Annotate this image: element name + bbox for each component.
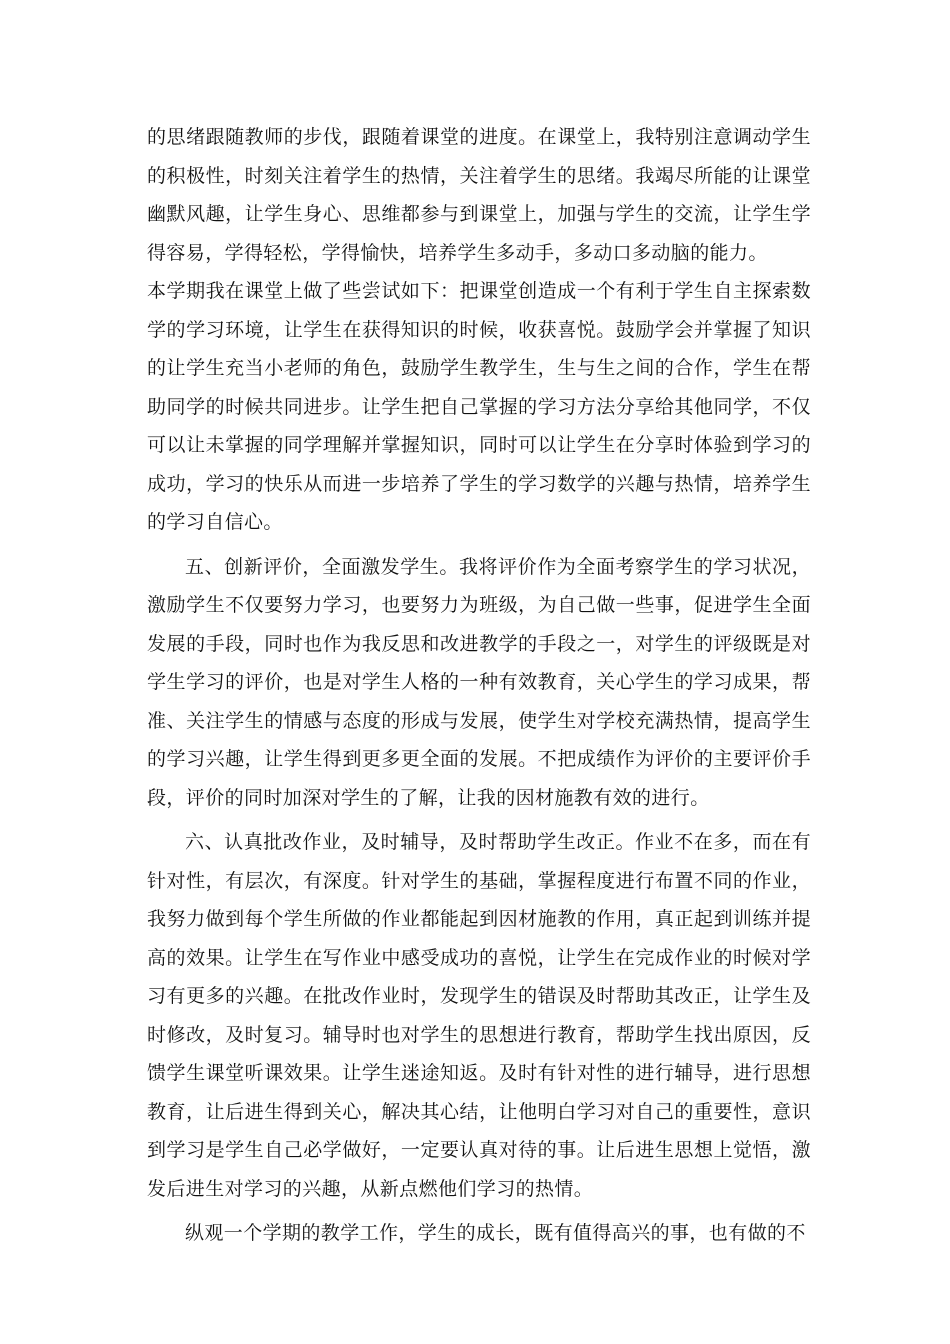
paragraph-classroom-engagement: 的思绪跟随教师的步伐，跟随着课堂的进度。在课堂上，我特别注意调动学生的积极性，时刻关注着学生的热情，关注着学生的思绪。我竭尽所能的让课堂幽默风趣，让学生身心、思维都参与到课堂上，加强与学生的交流，让学生学得容易，学得轻松，学得愉快，培养学生多动手，多动口多动脑的能力。 [147, 126, 811, 264]
paragraph-classroom-attempts: 本学期我在课堂上做了些尝试如下：把课堂创造成一个有利于学生自主探索数学的学习环境，让学生在获得知识的时候，收获喜悦。鼓励学会并掌握了知识的让学生充当小老师的角色，鼓励学生教学生，生与生之间的合作，学生在帮助同学的时候共同进步。让学生把自己掌握的学习方法分享给其他同学，不仅可以让未掌握的同学理解并掌握知识，同时可以让学生在分享时体验到学习的成功，学习的快乐从而进一步培养了学生的学习数学的兴趣与热情，培养学生的学习自信心。 [147, 280, 811, 533]
paragraph-semester-review: 纵观一个学期的教学工作，学生的成长，既有值得高兴的事，也有做的不 [185, 1222, 806, 1244]
paragraph-section-six-homework: 六、认真批改作业，及时辅导，及时帮助学生改正。作业不在多，而在有针对性，有层次，有深度。针对学生的基础，掌握程度进行布置不同的作业，我努力做到每个学生所做的作业都能起到因材施教的作用，真正起到训练并提高的效果。让学生在写作业中感受成功的喜悦，让学生在完成作业的时候对学习有更多的兴趣。在批改作业时，发现学生的错误及时帮助其改正，让学生及时修改，及时复习。辅导时也对学生的思想进行教育，帮助学生找出原因，反馈学生课堂听课效果。让学生迷途知返。及时有针对性的进行辅导，进行思想教育，让后进生得到关心，解决其心结，让他明白学习对自己的重要性，意识到学习是学生自己必学做好，一定要认真对待的事。让后进生思想上觉悟，激发后进生对学习的兴趣，从新点燃他们学习的热情。 [147, 831, 811, 1200]
paragraph-section-five-evaluation: 五、创新评价，全面激发学生。我将评价作为全面考察学生的学习状况，激励学生不仅要努力学习，也要努力为班级，为自己做一些事，促进学生全面发展的手段，同时也作为我反思和改进教学的手段之一，对学生的评级既是对学生学习的评价，也是对学生人格的一种有效教育，关心学生的学习成果，帮准、关注学生的情感与态度的形成与发展，使学生对学校充满热情，提高学生的学习兴趣，让学生得到更多更全面的发展。不把成绩作为评价的主要评价手段，评价的同时加深对学生的了解，让我的因材施教有效的进行。 [147, 555, 811, 809]
document-body [147, 118, 811, 1253]
